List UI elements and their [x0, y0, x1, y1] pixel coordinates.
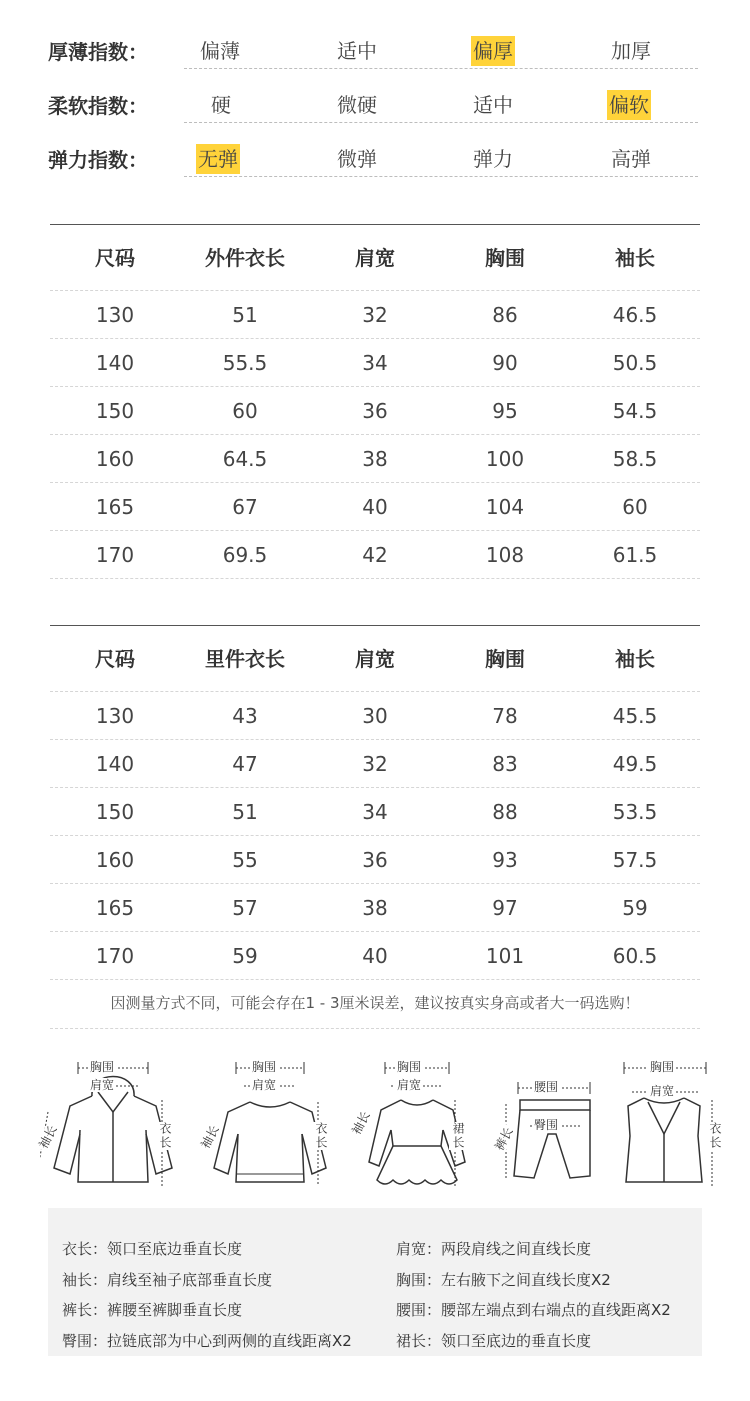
cell-length: 51	[232, 303, 258, 327]
thickness-index-row	[0, 32, 750, 72]
dashed-divider	[184, 176, 698, 177]
elasticity-index-label: 弹力指数：	[48, 148, 148, 172]
shoulder-label: 肩宽	[397, 1078, 422, 1092]
elasticity-option: 微弹	[337, 147, 377, 171]
sleeve-label: 袖长	[36, 1123, 60, 1151]
table-row	[50, 434, 700, 483]
cell-length: 69.5	[222, 543, 268, 567]
cell-size: 165	[95, 495, 135, 519]
length-label: 衣长	[708, 1122, 722, 1150]
dashed-divider	[184, 122, 698, 123]
table-header	[50, 625, 700, 691]
header-sleeve: 袖长	[615, 647, 655, 671]
table-row	[50, 883, 700, 932]
hip-label: 臀围	[534, 1118, 559, 1132]
cell-shoulder: 38	[362, 896, 388, 920]
definition-pants-length: 裤长：裤腰至裤脚垂直长度	[62, 1301, 243, 1319]
header-shoulder: 肩宽	[355, 246, 395, 270]
cell-size: 130	[95, 704, 135, 728]
definition-hip: 臀围：拉链底部为中心到两侧的直线距离X2	[62, 1332, 352, 1350]
cell-sleeve: 49.5	[612, 752, 658, 776]
sweatshirt-diagram	[200, 1050, 350, 1195]
cell-length: 55.5	[222, 351, 268, 375]
thickness-option: 偏薄	[200, 39, 240, 63]
definition-waist: 腰围：腰部左端点到右端点的直线距离X2	[396, 1301, 671, 1319]
cell-shoulder: 34	[362, 351, 388, 375]
header-size: 尺码	[95, 647, 135, 671]
header-shoulder: 肩宽	[355, 647, 395, 671]
length-label: 裤长	[492, 1125, 516, 1153]
table-row	[50, 290, 700, 339]
definition-skirt-length: 裙长：领口至底边的垂直长度	[396, 1332, 592, 1350]
cell-shoulder: 32	[362, 752, 388, 776]
shoulder-label: 肩宽	[252, 1078, 277, 1092]
definition-shoulder: 肩宽：两段肩线之间直线长度	[396, 1240, 592, 1258]
cell-shoulder: 38	[362, 447, 388, 471]
cell-sleeve: 59	[622, 896, 648, 920]
cell-shoulder: 30	[362, 704, 388, 728]
cell-size: 140	[95, 752, 135, 776]
table-row	[50, 530, 700, 579]
softness-option: 适中	[473, 93, 513, 117]
cell-chest: 101	[485, 944, 525, 968]
cell-size: 140	[95, 351, 135, 375]
thickness-option: 适中	[337, 39, 377, 63]
dress-diagram	[345, 1050, 495, 1195]
cell-shoulder: 40	[362, 495, 388, 519]
cell-length: 43	[232, 704, 258, 728]
cell-chest: 88	[492, 800, 518, 824]
cell-sleeve: 61.5	[612, 543, 658, 567]
table-row	[50, 931, 700, 980]
definition-chest: 胸围：左右腋下之间直线长度X2	[396, 1271, 611, 1289]
table-row	[50, 338, 700, 387]
header-chest: 胸围	[485, 246, 525, 270]
cell-chest: 83	[492, 752, 518, 776]
dashed-divider	[50, 1028, 700, 1029]
cell-size: 170	[95, 543, 135, 567]
cell-chest: 104	[485, 495, 525, 519]
cell-length: 67	[232, 495, 258, 519]
cell-length: 51	[232, 800, 258, 824]
header-length: 外件衣长	[205, 246, 285, 270]
cell-chest: 95	[492, 399, 518, 423]
softness-option: 微硬	[337, 93, 377, 117]
length-label: 裙长	[451, 1122, 465, 1150]
inner-size-table	[50, 625, 700, 981]
sleeve-label: 袖长	[198, 1123, 222, 1151]
cell-sleeve: 54.5	[612, 399, 658, 423]
elasticity-option-selected: 无弹	[196, 144, 240, 174]
table-bottom-rule	[50, 578, 700, 579]
softness-index-label: 柔软指数：	[48, 94, 148, 118]
table-header	[50, 224, 700, 290]
outer-size-table	[50, 224, 700, 580]
cell-chest: 86	[492, 303, 518, 327]
chest-label: 胸围	[90, 1060, 115, 1074]
cell-chest: 100	[485, 447, 525, 471]
cell-length: 60	[232, 399, 258, 423]
header-sleeve: 袖长	[615, 246, 655, 270]
measurement-definitions	[48, 1208, 702, 1356]
measurement-note: 因测量方式不同，可能会存在1 - 3厘米误差，建议按真实身高或者大一码选购！	[110, 994, 640, 1012]
cell-sleeve: 60.5	[612, 944, 658, 968]
softness-index-row	[0, 86, 750, 126]
table-row	[50, 739, 700, 788]
cell-shoulder: 32	[362, 303, 388, 327]
thickness-option-selected: 偏厚	[471, 36, 515, 66]
header-length: 里件衣长	[205, 647, 285, 671]
cell-length: 47	[232, 752, 258, 776]
shoulder-label: 肩宽	[90, 1078, 115, 1092]
cell-size: 150	[95, 800, 135, 824]
cell-shoulder: 40	[362, 944, 388, 968]
cell-shoulder: 42	[362, 543, 388, 567]
softness-option-selected: 偏软	[607, 90, 651, 120]
sleeve-label: 袖长	[349, 1109, 373, 1137]
softness-option: 硬	[211, 93, 231, 117]
vest-diagram	[602, 1050, 750, 1195]
cell-sleeve: 60	[622, 495, 648, 519]
shoulder-label: 肩宽	[650, 1084, 675, 1098]
header-chest: 胸围	[485, 647, 525, 671]
table-row	[50, 787, 700, 836]
waist-label: 腰围	[534, 1080, 559, 1094]
header-size: 尺码	[95, 246, 135, 270]
cell-shoulder: 36	[362, 399, 388, 423]
cell-size: 165	[95, 896, 135, 920]
elasticity-option: 弹力	[473, 147, 513, 171]
thickness-option: 加厚	[611, 39, 651, 63]
table-bottom-rule	[50, 979, 700, 980]
chest-label: 胸围	[650, 1060, 675, 1074]
cell-chest: 93	[492, 848, 518, 872]
elasticity-option: 高弹	[611, 147, 651, 171]
cell-sleeve: 53.5	[612, 800, 658, 824]
chest-label: 胸围	[397, 1060, 422, 1074]
cell-length: 59	[232, 944, 258, 968]
cell-chest: 97	[492, 896, 518, 920]
cell-length: 64.5	[222, 447, 268, 471]
cell-length: 57	[232, 896, 258, 920]
cell-size: 160	[95, 447, 135, 471]
cell-chest: 108	[485, 543, 525, 567]
dashed-divider	[184, 68, 698, 69]
cell-sleeve: 46.5	[612, 303, 658, 327]
elasticity-index-row	[0, 140, 750, 180]
cell-size: 170	[95, 944, 135, 968]
cell-shoulder: 36	[362, 848, 388, 872]
length-label: 衣长	[314, 1122, 328, 1150]
thickness-index-label: 厚薄指数：	[48, 40, 148, 64]
length-label: 衣长	[158, 1122, 172, 1150]
table-row	[50, 482, 700, 531]
cell-sleeve: 50.5	[612, 351, 658, 375]
cell-length: 55	[232, 848, 258, 872]
cell-size: 130	[95, 303, 135, 327]
table-row	[50, 835, 700, 884]
cell-sleeve: 45.5	[612, 704, 658, 728]
cell-chest: 90	[492, 351, 518, 375]
cell-sleeve: 58.5	[612, 447, 658, 471]
hooded-jacket-diagram	[36, 1050, 190, 1195]
cell-size: 160	[95, 848, 135, 872]
cell-chest: 78	[492, 704, 518, 728]
definition-sleeve: 袖长：肩线至袖子底部垂直长度	[62, 1271, 273, 1289]
table-row	[50, 691, 700, 740]
cell-sleeve: 57.5	[612, 848, 658, 872]
cell-size: 150	[95, 399, 135, 423]
table-row	[50, 386, 700, 435]
chest-label: 胸围	[252, 1060, 277, 1074]
definition-length: 衣长：领口至底边垂直长度	[62, 1240, 243, 1258]
cell-shoulder: 34	[362, 800, 388, 824]
